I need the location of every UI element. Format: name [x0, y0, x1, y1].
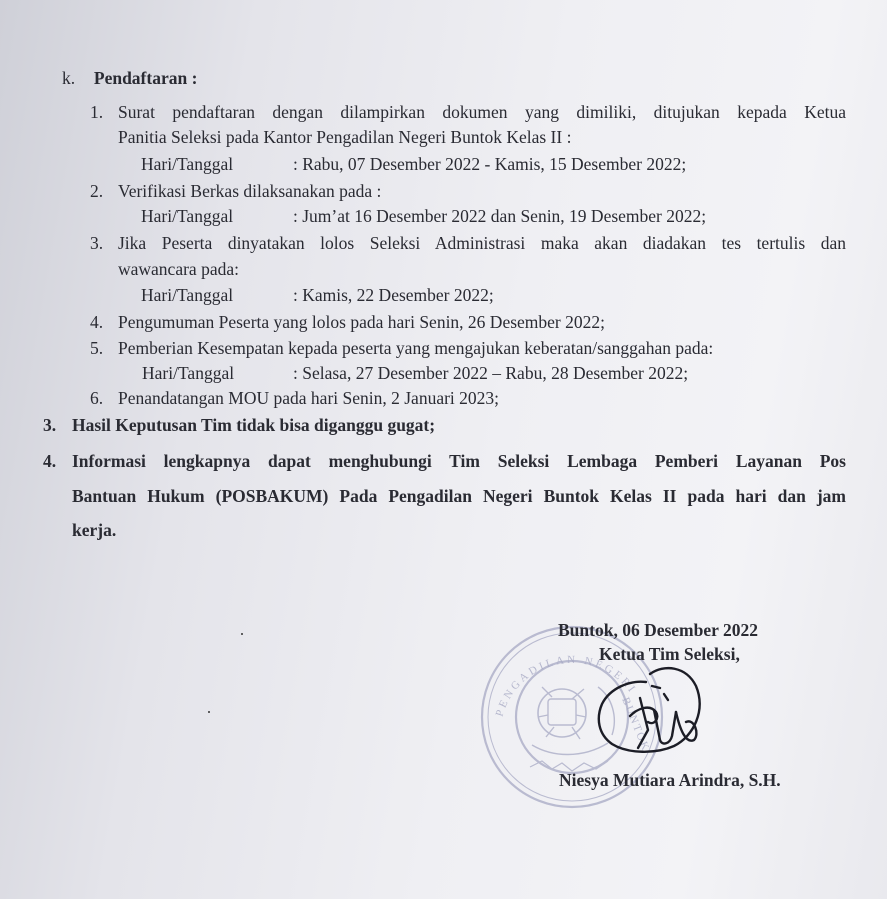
item-1-line-1: Surat pendaftaran dengan dilampirkan dokumen yang dimiliki, ditujukan kepada Ketua	[118, 102, 846, 122]
item-5-date-value: : Selasa, 27 Desember 2022 – Rabu, 28 Desember 2022;	[293, 363, 689, 383]
signature-name: Niesya Mutiara Arindra, S.H.	[559, 770, 781, 790]
section-k-title: Pendaftaran :	[93, 68, 198, 88]
item-3-date-label: Hari/Tanggal	[141, 285, 234, 305]
item-3-date-value: : Kamis, 22 Desember 2022;	[293, 285, 494, 305]
point-4-number: 4.	[43, 451, 57, 471]
point-3-text: Hasil Keputusan Tim tidak bisa diganggu gugat;	[72, 415, 436, 435]
item-2-date-label: Hari/Tanggal	[141, 206, 234, 226]
item-2-line-1: Verifikasi Berkas dilaksanakan pada :	[118, 181, 382, 201]
item-1-date-label: Hari/Tanggal	[141, 154, 234, 174]
signature-place-date: Buntok, 06 Desember 2022	[558, 620, 758, 640]
point-4-line-2: Bantuan Hukum (POSBAKUM) Pada Pengadilan Negeri Buntok Kelas II pada hari dan jam	[72, 486, 846, 506]
item-4-number: 4.	[90, 312, 104, 332]
item-5-number: 5.	[90, 338, 104, 358]
point-4-line-3: kerja.	[72, 520, 117, 540]
signature-role: Ketua Tim Seleksi,	[599, 644, 740, 664]
stamp-arc-text: PENGADILAN NEGERI	[493, 653, 639, 719]
item-3-line-1: Jika Peserta dinyatakan lolos Seleksi Administrasi maka akan diadakan tes tertulis dan	[118, 233, 846, 253]
item-5-line-1: Pemberian Kesempatan kepada peserta yang mengajukan keberatan/sanggahan pada:	[118, 338, 714, 358]
item-6-line-1: Penandatangan MOU pada hari Senin, 2 Januari 2023;	[118, 388, 500, 408]
item-1-line-2: Panitia Seleksi pada Kantor Pengadilan Negeri Buntok Kelas II :	[118, 127, 572, 147]
stamp-side-text: BUNTOK	[619, 695, 652, 754]
handwritten-signature	[590, 660, 710, 770]
speck	[208, 711, 210, 713]
speck	[241, 633, 243, 635]
section-k-heading	[62, 67, 197, 89]
section-k-marker: k.	[62, 68, 76, 88]
item-4-line-1: Pengumuman Peserta yang lolos pada hari Senin, 26 Desember 2022;	[118, 312, 605, 332]
item-1-number: 1.	[90, 102, 104, 122]
item-6-number: 6.	[90, 388, 104, 408]
item-2-date-value: : Jum’at 16 Desember 2022 dan Senin, 19 Desember 2022;	[293, 206, 707, 226]
item-3-line-2: wawancara pada:	[118, 259, 239, 279]
item-3-number: 3.	[90, 233, 104, 253]
item-2-number: 2.	[90, 181, 104, 201]
item-1-date-value: : Rabu, 07 Desember 2022 - Kamis, 15 Desember 2022;	[293, 154, 687, 174]
point-3-number: 3.	[43, 415, 57, 435]
point-4-line-1: Informasi lengkapnya dapat menghubungi Tim Seleksi Lembaga Pemberi Layanan Pos	[72, 451, 846, 471]
item-5-date-label: Hari/Tanggal	[142, 363, 235, 383]
